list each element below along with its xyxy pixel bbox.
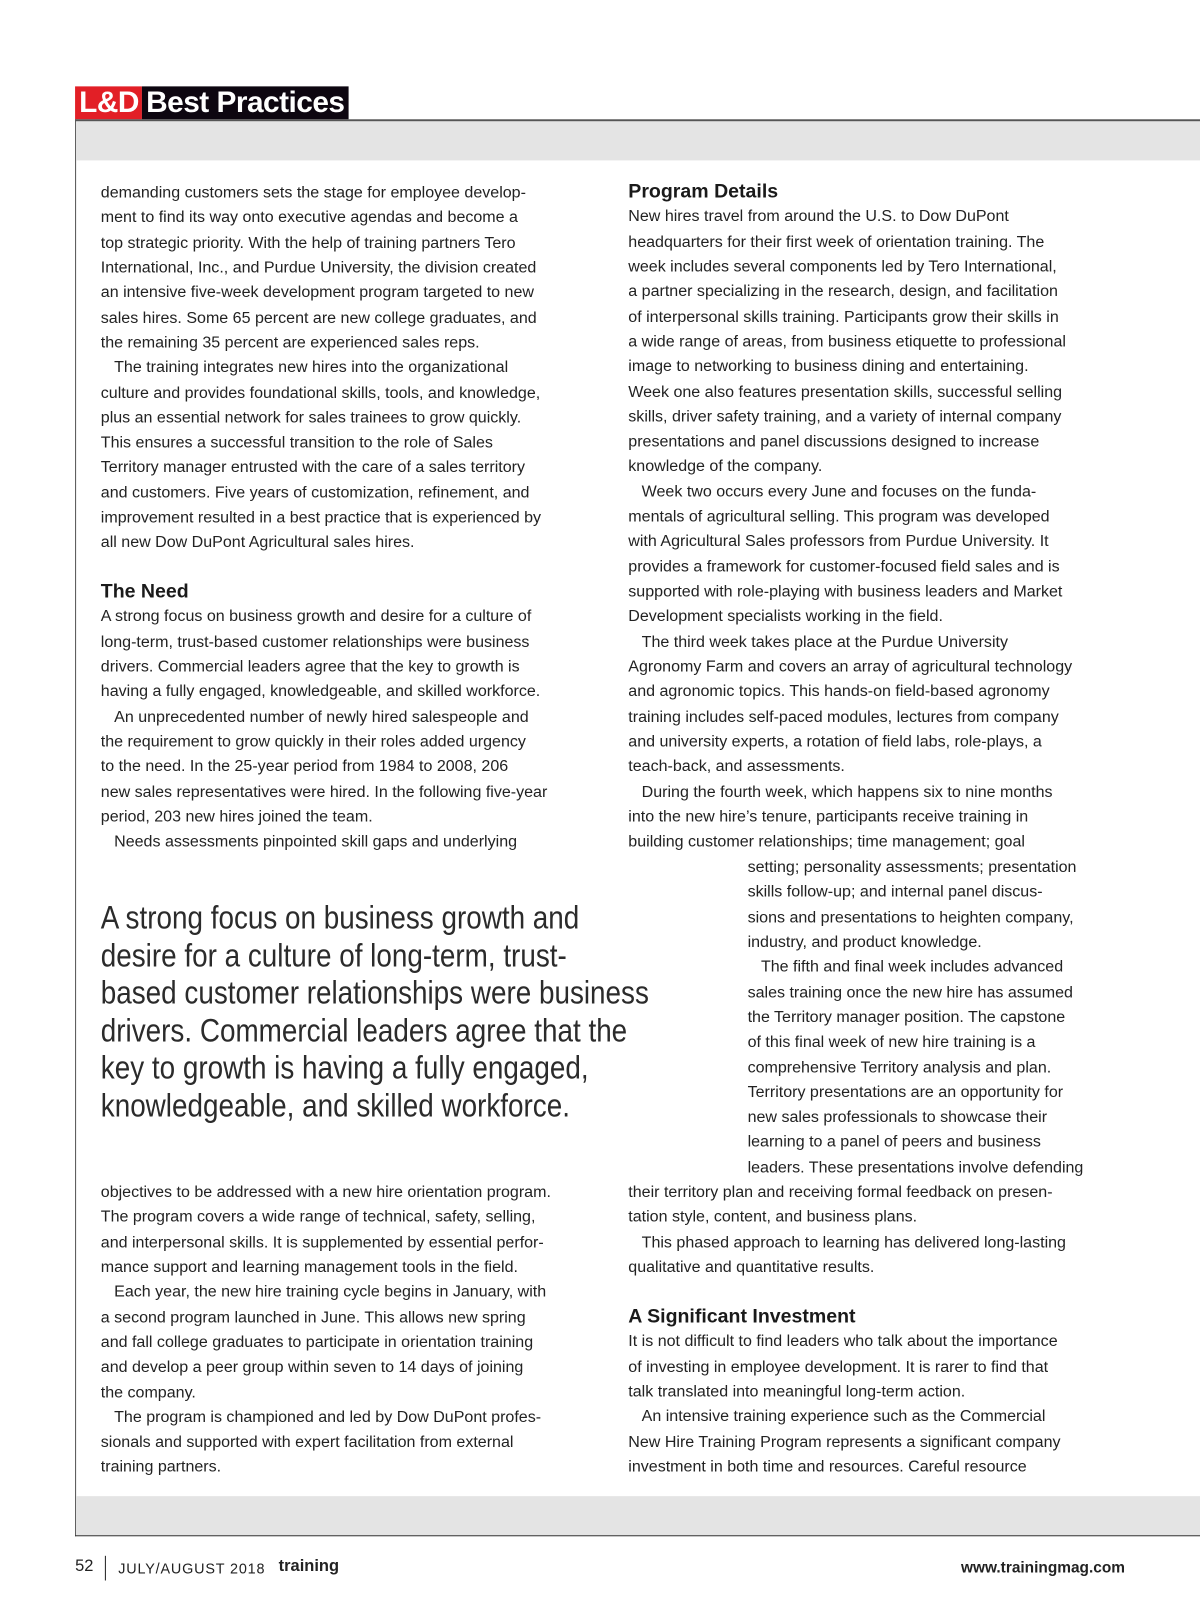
pull-quote-line: key to growth is having a fully engaged,	[100, 1049, 589, 1087]
paragraph	[101, 705, 548, 830]
section-significant-investment	[628, 1305, 1060, 1480]
top-gray-band	[76, 121, 1200, 160]
text-line: the company.	[100, 1383, 196, 1402]
paragraph	[628, 630, 1072, 780]
pull-quote-line: A strong focus on business growth and	[100, 898, 580, 936]
bottom-gray-band	[76, 1496, 1200, 1535]
text-line: investment in both time and resources. Careful resource	[628, 1458, 1027, 1476]
text-line: Week one also features presentation skills, successful selling	[628, 383, 1063, 401]
issue-date: JULY/AUGUST 2018	[118, 1559, 266, 1577]
text-line: week includes several components led by Tero International,	[628, 258, 1057, 276]
paragraph	[628, 1405, 1060, 1480]
page-footer	[75, 1558, 1125, 1581]
text-line: an intensive five-week development program targeted to new	[100, 284, 534, 302]
paragraph	[748, 856, 1084, 956]
text-line: teach-back, and assessments.	[628, 758, 845, 776]
text-line: sales hires. Some 65 percent are new college graduates, and	[100, 309, 537, 327]
text-line: sions and presentations to heighten company,	[747, 908, 1074, 927]
paragraph	[101, 1405, 551, 1480]
text-line: sales training once the new hire has assumed	[747, 983, 1073, 1002]
text-line: It is not difficult to find leaders who talk about the importance	[628, 1332, 1058, 1351]
text-line: This phased approach to learning has delivered long-lasting	[641, 1233, 1066, 1252]
text-line: Needs assessments pinpointed skill gaps and underlying	[114, 833, 518, 851]
paragraph	[101, 181, 541, 356]
magazine-name: training	[278, 1557, 340, 1576]
text-line: and agronomic topics. This hands-on field-based agronomy	[628, 683, 1050, 701]
left-rule	[75, 119, 76, 1536]
text-line: all new Dow DuPont Agricultural sales hires.	[100, 534, 415, 552]
text-line: comprehensive Territory analysis and plan.	[747, 1058, 1052, 1077]
text-line: The program is championed and led by Dow DuPont profes-	[114, 1408, 542, 1427]
text-line: top strategic priority. With the help of training partners Tero	[100, 234, 516, 252]
text-line: leaders. These presentations involve defending	[747, 1158, 1084, 1177]
text-line: An unprecedented number of newly hired salespeople and	[114, 708, 529, 726]
text-line: to the need. In the 25-year period from 1984 to 2008, 206	[100, 758, 509, 776]
paragraph	[628, 1330, 1060, 1405]
text-line: qualitative and quantitative results.	[628, 1258, 875, 1277]
text-line: the requirement to grow quickly in their roles added urgency	[100, 733, 526, 751]
text-line: The third week takes place at the Purdue University	[641, 633, 1008, 651]
text-line: New hires travel from around the U.S. to Dow DuPont	[628, 208, 1009, 226]
text-line: the Territory manager position. The capstone	[747, 1008, 1066, 1027]
pull-quote-line: knowledgeable, and skilled workforce.	[100, 1086, 570, 1124]
text-line: presentations and panel discussions designed to increase	[628, 433, 1040, 451]
text-line: demanding customers sets the stage for employee develop-	[100, 184, 526, 202]
left-column-intro	[101, 181, 541, 556]
paragraph	[101, 1280, 551, 1405]
footer-divider	[105, 1556, 106, 1581]
pull-quote-line: desire for a culture of long-term, trust-	[100, 936, 567, 974]
paragraph	[101, 1180, 551, 1280]
text-line: This ensures a successful transition to the role of Sales	[100, 434, 493, 452]
text-line: knowledge of the company.	[628, 458, 823, 476]
text-line: period, 203 new hires joined the team.	[100, 808, 373, 826]
text-line: A strong focus on business growth and desire for a culture of	[100, 608, 532, 626]
text-line: with Agricultural Sales professors from Purdue University. It	[628, 533, 1049, 551]
text-line: Territory manager entrusted with the care of a sales territory	[100, 459, 525, 477]
text-line: An intensive training experience such as the Commercial	[641, 1407, 1046, 1426]
text-line: and university experts, a rotation of field labs, role-plays, a	[628, 733, 1042, 751]
text-line: objectives to be addressed with a new hire orientation program.	[100, 1183, 551, 1202]
text-line: of this final week of new hire training is a	[747, 1033, 1036, 1052]
text-line: Each year, the new hire training cycle begins in January, with	[114, 1283, 547, 1302]
section-heading: The Need	[100, 580, 189, 603]
text-line: The program covers a wide range of technical, safety, selling,	[100, 1208, 536, 1227]
text-line: International, Inc., and Purdue University, the division created	[100, 259, 537, 277]
text-line: the remaining 35 percent are experienced sales reps.	[100, 334, 480, 352]
paragraph	[748, 956, 1084, 1181]
text-line: training includes self-paced modules, lectures from company	[628, 708, 1059, 726]
text-line: a wide range of areas, from business etiquette to professional	[628, 333, 1066, 351]
left-column-continued	[101, 1180, 551, 1480]
text-line: of interpersonal skills training. Participants grow their skills in	[628, 308, 1059, 326]
text-line: image to networking to business dining and entertaining.	[628, 358, 1029, 376]
right-column-continued	[628, 1180, 1066, 1280]
text-line: having a fully engaged, knowledgeable, and skilled workforce.	[100, 683, 541, 701]
page-number: 52	[75, 1557, 94, 1576]
website-url: www.trainingmag.com	[960, 1558, 1125, 1577]
paragraph	[628, 205, 1072, 480]
text-line: Agronomy Farm and covers an array of agricultural technology	[628, 658, 1073, 676]
text-line: setting; personality assessments; presentation	[747, 858, 1077, 877]
text-line: mentals of agricultural selling. This program was developed	[628, 508, 1050, 526]
section-heading: Program Details	[628, 180, 779, 203]
text-line: Week two occurs every June and focuses on the funda-	[641, 483, 1037, 501]
paragraph	[628, 780, 1072, 855]
paragraph	[101, 830, 548, 855]
text-line: ment to find its way onto executive agendas and become a	[100, 209, 518, 227]
text-line: building customer relationships; time management; goal	[628, 833, 1025, 851]
pull-quote-line: based customer relationships were business	[100, 973, 649, 1012]
section-the-need	[101, 580, 548, 855]
paragraph	[628, 1230, 1066, 1280]
paragraph	[101, 356, 541, 556]
text-line: talk translated into meaningful long-term action.	[628, 1382, 966, 1401]
paragraph	[628, 1180, 1066, 1230]
text-line: skills, driver safety training, and a variety of internal company	[628, 408, 1062, 426]
text-line: New Hire Training Program represents a significant company	[628, 1433, 1061, 1451]
right-column-wrapped-text	[748, 856, 1084, 1181]
text-line: and customers. Five years of customization, refinement, and	[100, 484, 530, 502]
text-line: a second program launched in June. This allows new spring	[100, 1308, 526, 1327]
text-line: training partners.	[100, 1458, 222, 1477]
text-line: sionals and supported with expert facilitation from external	[100, 1433, 514, 1452]
text-line: Territory presentations are an opportunity for	[747, 1083, 1064, 1102]
text-line: and interpersonal skills. It is supplemented by essential perfor-	[100, 1233, 544, 1252]
text-line: drivers. Commercial leaders agree that the key to growth is	[100, 658, 520, 676]
text-line: The training integrates new hires into the organizational	[114, 359, 509, 377]
text-line: and fall college graduates to participate in orientation training	[100, 1333, 534, 1352]
section-program-details	[628, 180, 1072, 855]
section-title: Best Practices	[142, 86, 349, 119]
text-line: a partner specializing in the research, design, and facilitation	[628, 283, 1058, 301]
text-line: supported with role-playing with business leaders and Market	[628, 583, 1063, 601]
text-line: skills follow-up; and internal panel discus-	[747, 883, 1043, 902]
paragraph	[628, 480, 1072, 630]
text-line: long-term, trust-based customer relationships were business	[100, 633, 530, 651]
section-heading: A Significant Investment	[628, 1305, 856, 1328]
section-tag: L&D	[75, 86, 142, 119]
bottom-rule	[75, 1535, 1200, 1536]
text-line: into the new hire’s tenure, participants receive training in	[628, 808, 1029, 826]
text-line: During the fourth week, which happens six to nine months	[641, 783, 1053, 801]
text-line: and develop a peer group within seven to 14 days of joining	[100, 1358, 524, 1377]
paragraph	[101, 605, 548, 705]
text-line: provides a framework for customer-focused field sales and is	[628, 558, 1060, 576]
text-line: Development specialists working in the field.	[628, 608, 943, 626]
text-line: of investing in employee development. It is rarer to find that	[628, 1357, 1049, 1376]
text-line: new sales professionals to showcase their	[747, 1108, 1048, 1127]
text-line: new sales representatives were hired. In the following five-year	[100, 783, 548, 801]
text-line: plus an essential network for sales trainees to grow quickly.	[100, 409, 522, 427]
text-line: learning to a panel of peers and business	[747, 1133, 1041, 1152]
text-line: mance support and learning management tools in the field.	[100, 1258, 518, 1277]
text-line: improvement resulted in a best practice that is experienced by	[100, 509, 542, 527]
text-line: headquarters for their first week of orientation training. The	[628, 233, 1045, 251]
pull-quote-line: drivers. Commercial leaders agree that the	[100, 1011, 628, 1049]
text-line: The fifth and final week includes advanced	[760, 958, 1064, 977]
pull-quote	[101, 899, 649, 1125]
text-line: industry, and product knowledge.	[747, 933, 982, 952]
text-line: tation style, content, and business plans.	[628, 1208, 918, 1227]
section-header	[75, 86, 349, 119]
text-line: culture and provides foundational skills, tools, and knowledge,	[100, 384, 541, 402]
text-line: their territory plan and receiving formal feedback on presen-	[628, 1183, 1053, 1202]
